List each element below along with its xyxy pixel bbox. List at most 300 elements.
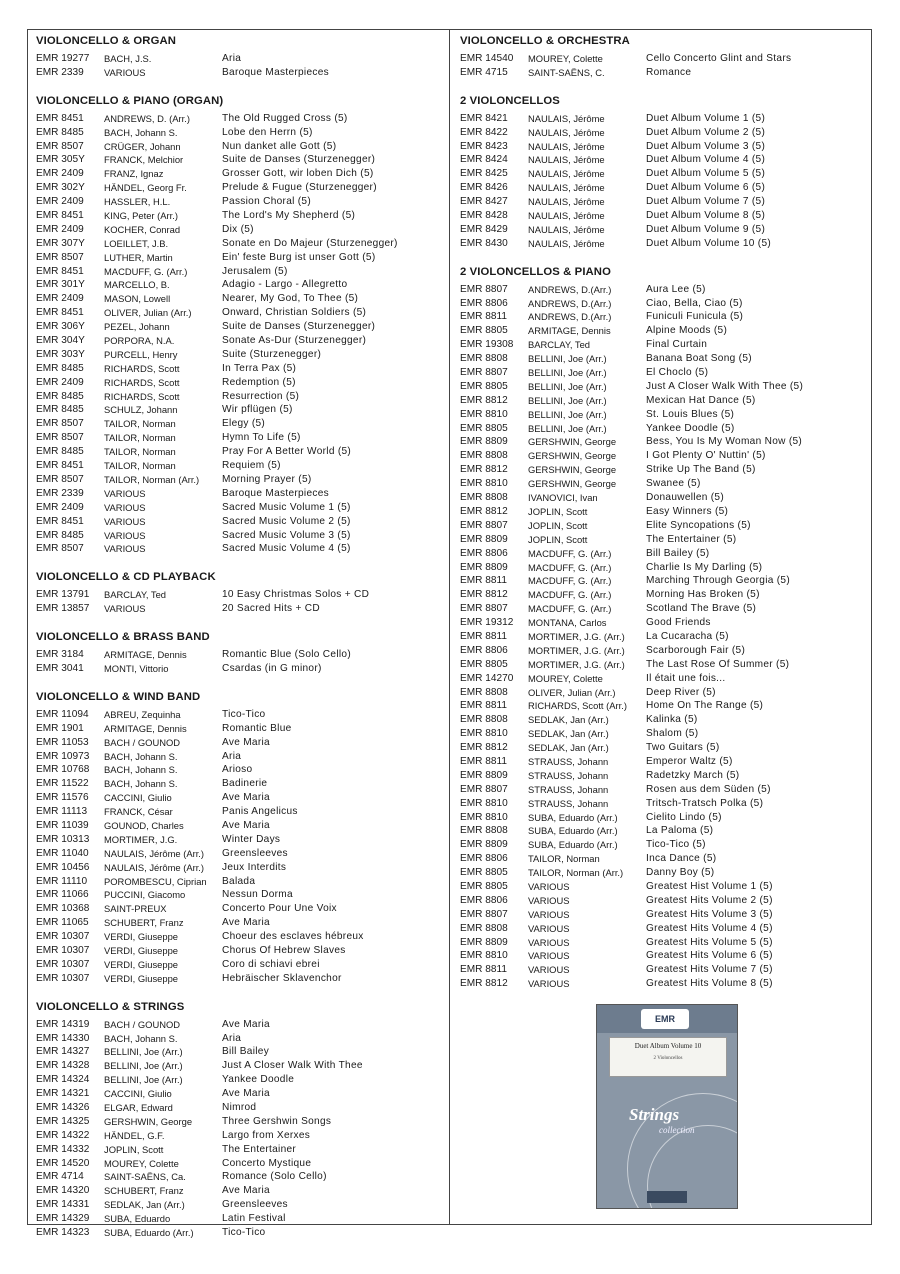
work-title: Romance <box>646 66 692 78</box>
catalog-row <box>460 237 865 251</box>
composer: TAILOR, Norman <box>528 853 600 865</box>
composer: MACDUFF, G. (Arr.) <box>528 547 612 559</box>
work-title: Romantic Blue (Solo Cello) <box>222 649 351 661</box>
composer: ANDREWS, D.(Arr.) <box>528 311 612 323</box>
work-title: The Entertainer (5) <box>646 533 737 545</box>
composer: RICHARDS, Scott <box>104 390 180 402</box>
composer: SUBA, Eduardo (Arr.) <box>528 839 618 851</box>
catalog-row <box>460 167 865 181</box>
catalog-row <box>36 320 444 334</box>
composer: ARMITAGE, Dennis <box>528 325 611 337</box>
work-title: Coro di schiavi ebrei <box>222 958 320 970</box>
composer: NAULAIS, Jérôme (Arr.) <box>104 861 205 873</box>
work-title: Ciao, Bella, Ciao (5) <box>646 297 743 309</box>
catalog-row <box>36 888 444 902</box>
composer: GERSHWIN, George <box>528 478 617 490</box>
work-title: Greatest Hist Volume 1 (5) <box>646 880 773 892</box>
catalog-row <box>460 630 865 644</box>
catalog-row <box>36 1129 444 1143</box>
composer: NAULAIS, Jérôme <box>528 126 605 138</box>
work-title: Baroque Masterpieces <box>222 487 329 499</box>
composer: ABREU, Zequinha <box>104 708 181 720</box>
catalog-row <box>36 708 444 722</box>
catalog-row <box>36 847 444 861</box>
composer: ANDREWS, D.(Arr.) <box>528 283 612 295</box>
catalog-number: EMR 2409 <box>36 223 84 235</box>
catalog-number: EMR 8808 <box>460 922 508 934</box>
catalog-number: EMR 8806 <box>460 894 508 906</box>
catalog-number: EMR 8507 <box>36 418 84 430</box>
work-title: Rosen aus dem Süden (5) <box>646 783 771 795</box>
catalog-row <box>460 755 865 769</box>
work-title: El Choclo (5) <box>646 367 709 379</box>
catalog-number: EMR 11522 <box>36 778 89 790</box>
composer: MORTIMER, J.G. (Arr.) <box>528 644 625 656</box>
composer: NAULAIS, Jérôme <box>528 182 605 194</box>
catalog-row <box>460 672 865 686</box>
catalog-row <box>36 736 444 750</box>
catalog-row <box>36 473 444 487</box>
work-title: Aria <box>222 53 242 64</box>
catalog-row <box>36 417 444 431</box>
work-title: Easy Winners (5) <box>646 505 729 517</box>
catalog-number: EMR 14325 <box>36 1115 90 1127</box>
catalog-number: EMR 10307 <box>36 944 90 956</box>
catalog-number: EMR 8806 <box>460 853 508 865</box>
catalog-number: EMR 2409 <box>36 168 84 180</box>
work-title: Banana Boat Song (5) <box>646 353 752 365</box>
catalog-row <box>36 501 444 515</box>
catalog-number: EMR 304Y <box>36 335 85 347</box>
work-title: Just A Closer Walk With Thee (5) <box>646 380 804 392</box>
composer: FRANCK, César <box>104 806 173 818</box>
work-title: Funiculi Funicula (5) <box>646 311 744 323</box>
catalog-number: EMR 8812 <box>460 742 508 754</box>
catalog-number: EMR 8451 <box>36 515 84 527</box>
catalog-row <box>36 777 444 791</box>
catalog-section <box>36 570 444 616</box>
composer: VARIOUS <box>104 543 146 555</box>
composer: PEZEL, Johann <box>104 321 170 333</box>
catalog-row <box>460 616 865 630</box>
catalog-number: EMR 8507 <box>36 140 84 152</box>
catalog-number: EMR 8426 <box>460 182 508 194</box>
catalog-row <box>36 1170 444 1184</box>
catalog-row <box>460 533 865 547</box>
work-title: The Old Rugged Cross (5) <box>222 112 348 124</box>
catalog-number: EMR 8810 <box>460 950 508 962</box>
work-title: Marching Through Georgia (5) <box>646 575 790 587</box>
composer: JOPLIN, Scott <box>104 1143 164 1155</box>
composer: TAILOR, Norman <box>104 446 176 458</box>
catalog-number: EMR 8811 <box>460 311 507 323</box>
composer: VERDI, Giuseppe <box>104 944 178 956</box>
composer: TAILOR, Norman (Arr.) <box>104 473 200 485</box>
composer: BARCLAY, Ted <box>104 589 167 601</box>
work-title: Duet Album Volume 8 (5) <box>646 210 766 222</box>
composer: NAULAIS, Jérôme <box>528 154 605 166</box>
work-title: Nimrod <box>222 1102 257 1113</box>
catalog-number: EMR 8425 <box>460 168 508 180</box>
catalog-number: EMR 8811 <box>460 575 507 587</box>
catalog-row <box>460 181 865 195</box>
work-title: La Cucaracha (5) <box>646 630 729 642</box>
work-title: Suite de Danses (Sturzenegger) <box>222 321 376 333</box>
catalog-number: EMR 11066 <box>36 889 89 901</box>
composer: BELLINI, Joe (Arr.) <box>104 1074 183 1086</box>
composer: JOPLIN, Scott <box>528 519 588 531</box>
catalog-number: EMR 8808 <box>460 353 508 365</box>
work-title: Aria <box>222 750 242 762</box>
catalog-number: EMR 8806 <box>460 297 508 309</box>
catalog-row <box>36 515 444 529</box>
work-title: Prelude & Fugue (Sturzenegger) <box>222 182 377 194</box>
work-title: Badinerie <box>222 778 268 790</box>
composer: ANDREWS, D. (Arr.) <box>104 112 190 124</box>
catalog-number: EMR 14321 <box>36 1088 90 1100</box>
catalog-row <box>36 1087 444 1101</box>
cover-instrumentation: 2 Violoncellos <box>653 1056 683 1061</box>
composer: MACDUFF, G. (Arr.) <box>528 603 612 615</box>
work-title: Sacred Music Volume 4 (5) <box>222 543 351 555</box>
catalog-row <box>460 713 865 727</box>
catalog-row <box>460 866 865 880</box>
catalog-row <box>460 574 865 588</box>
catalog-number: EMR 14319 <box>36 1018 90 1030</box>
work-title: I Got Plenty O' Nuttin' (5) <box>646 450 766 462</box>
catalog-row <box>460 658 865 672</box>
catalog-number: EMR 8485 <box>36 404 84 416</box>
catalog-row <box>460 686 865 700</box>
composer: BELLINI, Joe (Arr.) <box>528 353 607 365</box>
catalog-row <box>36 181 444 195</box>
catalog-section <box>36 630 444 676</box>
work-title: Deep River (5) <box>646 686 716 698</box>
composer: MORTIMER, J.G. (Arr.) <box>528 658 625 670</box>
work-title: Yankee Doodle <box>222 1074 295 1086</box>
work-title: Nun danket alle Gott (5) <box>222 140 337 152</box>
catalog-row <box>460 547 865 561</box>
catalog-row <box>36 390 444 404</box>
work-title: Duet Album Volume 7 (5) <box>646 196 766 208</box>
composer: MACDUFF, G. (Arr.) <box>528 589 612 601</box>
work-title: Sacred Music Volume 1 (5) <box>222 501 351 513</box>
catalog-row <box>460 283 865 297</box>
catalog-row <box>36 916 444 930</box>
catalog-row <box>36 112 444 126</box>
composer: NAULAIS, Jérôme <box>528 210 605 222</box>
work-title: Passion Choral (5) <box>222 196 311 208</box>
composer: BACH, Johann S. <box>104 764 178 776</box>
composer: VARIOUS <box>528 908 570 920</box>
catalog-row <box>460 936 865 950</box>
catalog-number: EMR 14331 <box>36 1199 90 1211</box>
catalog-number: EMR 3041 <box>36 662 84 674</box>
catalog-number: EMR 8812 <box>460 978 508 990</box>
catalog-row <box>36 529 444 543</box>
work-title: Romantic Blue <box>222 722 292 734</box>
catalog-row <box>36 167 444 181</box>
publisher-logo: EMR <box>641 1009 689 1029</box>
work-title: Tritsch-Tratsch Polka (5) <box>646 797 764 809</box>
work-title: Morning Has Broken (5) <box>646 589 760 601</box>
catalog-number: EMR 8485 <box>36 529 84 541</box>
catalog-number: EMR 305Y <box>36 154 85 166</box>
catalog-number: EMR 8451 <box>36 460 84 472</box>
catalog-row <box>36 265 444 279</box>
catalog-number: EMR 8808 <box>460 825 508 837</box>
work-title: Balada <box>222 875 256 887</box>
work-title: Inca Dance (5) <box>646 853 717 865</box>
catalog-row <box>460 908 865 922</box>
work-title: Ave Maria <box>222 736 270 748</box>
catalog-row <box>36 487 444 501</box>
catalog-number: EMR 8507 <box>36 473 84 485</box>
work-title: Latin Festival <box>222 1213 286 1225</box>
catalog-number: EMR 8805 <box>460 880 508 892</box>
catalog-row <box>36 251 444 265</box>
composer: VERDI, Giuseppe <box>104 972 178 984</box>
catalog-row <box>460 949 865 963</box>
catalog-row <box>460 449 865 463</box>
work-title: Wir pflügen (5) <box>222 404 293 416</box>
catalog-section <box>460 94 865 251</box>
work-title: Bill Bailey <box>222 1046 270 1058</box>
catalog-number: EMR 2339 <box>36 487 84 499</box>
catalog-row <box>460 852 865 866</box>
work-title: Alpine Moods (5) <box>646 325 728 337</box>
composer: MORTIMER, J.G. (Arr.) <box>528 630 625 642</box>
work-title: Duet Album Volume 9 (5) <box>646 223 766 235</box>
work-title: Concerto Mystique <box>222 1157 312 1169</box>
work-title: Duet Album Volume 6 (5) <box>646 182 766 194</box>
composer: VARIOUS <box>104 66 146 78</box>
catalog-section <box>36 690 444 986</box>
composer: VARIOUS <box>104 603 146 615</box>
work-title: Scotland The Brave (5) <box>646 603 757 615</box>
composer: BELLINI, Joe (Arr.) <box>104 1060 183 1072</box>
composer: BELLINI, Joe (Arr.) <box>528 367 607 379</box>
composer: NAULAIS, Jérôme <box>528 223 605 235</box>
catalog-number: EMR 8485 <box>36 126 84 138</box>
work-title: Winter Days <box>222 833 281 845</box>
catalog-number: EMR 11039 <box>36 819 89 831</box>
composer: SCHUBERT, Franz <box>104 917 184 929</box>
catalog-row <box>36 833 444 847</box>
catalog-number: EMR 8507 <box>36 432 84 444</box>
catalog-row <box>460 505 865 519</box>
catalog-number: EMR 10456 <box>36 861 90 873</box>
catalog-row <box>36 602 444 616</box>
work-title: Ave Maria <box>222 1185 270 1197</box>
catalog-row <box>460 699 865 713</box>
catalog-row <box>36 930 444 944</box>
section-title: VIOLONCELLO & WIND BAND <box>36 690 201 703</box>
work-title: Charlie Is My Darling (5) <box>646 561 763 573</box>
composer: RICHARDS, Scott (Arr.) <box>528 700 627 712</box>
composer: TAILOR, Norman (Arr.) <box>528 867 624 879</box>
catalog-row <box>460 824 865 838</box>
composer: BELLINI, Joe (Arr.) <box>104 1046 183 1058</box>
catalog-number: EMR 8810 <box>460 478 508 490</box>
work-title: Lobe den Herrn (5) <box>222 126 313 138</box>
work-title: Just A Closer Walk With Thee <box>222 1060 363 1072</box>
catalog-number: EMR 8485 <box>36 390 84 402</box>
catalog-section <box>36 94 444 557</box>
work-title: Chorus Of Hebrew Slaves <box>222 944 346 956</box>
column-divider <box>449 29 450 1225</box>
catalog-row <box>460 783 865 797</box>
catalog-number: EMR 8808 <box>460 686 508 698</box>
composer: BELLINI, Joe (Arr.) <box>528 380 607 392</box>
section-title: VIOLONCELLO & STRINGS <box>36 1000 185 1013</box>
catalog-number: EMR 10313 <box>36 833 90 845</box>
catalog-number: EMR 8809 <box>460 936 508 948</box>
catalog-number: EMR 307Y <box>36 237 85 249</box>
composer: SUBA, Eduardo (Arr.) <box>528 825 618 837</box>
composer: SAINT-PREUX <box>104 903 167 915</box>
work-title: Baroque Masterpieces <box>222 66 329 78</box>
work-title: Romance (Solo Cello) <box>222 1171 327 1183</box>
work-title: Sacred Music Volume 3 (5) <box>222 529 351 541</box>
composer: MACDUFF, G. (Arr.) <box>528 561 612 573</box>
work-title: Donauwellen (5) <box>646 492 724 504</box>
composer: KING, Peter (Arr.) <box>104 210 178 222</box>
catalog-number: EMR 301Y <box>36 279 85 291</box>
work-title: Grosser Gott, wir loben Dich (5) <box>222 168 374 180</box>
work-title: Ave Maria <box>222 1088 270 1100</box>
composer: STRAUSS, Johann <box>528 783 609 795</box>
catalog-number: EMR 8812 <box>460 589 508 601</box>
catalog-row <box>36 944 444 958</box>
catalog-row <box>36 662 444 676</box>
section-title: VIOLONCELLO & BRASS BAND <box>36 631 210 644</box>
composer: BACH, Johann S. <box>104 126 178 138</box>
work-title: Panis Angelicus <box>222 806 298 818</box>
catalog-row <box>460 422 865 436</box>
catalog-number: EMR 2339 <box>36 66 84 78</box>
catalog-number: EMR 8422 <box>460 126 508 138</box>
composer: PORPORA, N.A. <box>104 335 175 347</box>
composer: MONTANA, Carlos <box>528 617 607 629</box>
catalog-number: EMR 8507 <box>36 543 84 555</box>
work-title: Greensleeves <box>222 1199 288 1211</box>
composer: FRANCK, Melchior <box>104 154 184 166</box>
work-title: 20 Sacred Hits + CD <box>222 603 320 615</box>
catalog-row <box>36 66 444 80</box>
composer: SEDLAK, Jan (Arr.) <box>528 714 609 726</box>
catalog-number: EMR 8809 <box>460 769 508 781</box>
catalog-number: EMR 1901 <box>36 722 84 734</box>
work-title: Nessun Dorma <box>222 889 293 901</box>
composer: MORTIMER, J.G. <box>104 833 178 845</box>
composer: VARIOUS <box>528 880 570 892</box>
catalog-row <box>36 334 444 348</box>
work-title: Aura Lee (5) <box>646 283 706 295</box>
catalog-section <box>36 1000 444 1240</box>
catalog-number: EMR 8810 <box>460 797 508 809</box>
catalog-row <box>36 1059 444 1073</box>
catalog-number: EMR 2409 <box>36 376 84 388</box>
catalog-number: EMR 19308 <box>460 339 514 351</box>
composer: NAULAIS, Jérôme <box>528 168 605 180</box>
composer: GOUNOD, Charles <box>104 819 184 831</box>
catalog-number: EMR 11113 <box>36 806 88 818</box>
composer: NAULAIS, Jérôme <box>528 237 605 249</box>
composer: STRAUSS, Johann <box>528 755 609 767</box>
composer: SCHUBERT, Franz <box>104 1185 184 1197</box>
composer: SEDLAK, Jan (Arr.) <box>528 728 609 740</box>
catalog-row <box>460 297 865 311</box>
composer: BACH / GOUNOD <box>104 736 181 748</box>
catalog-number: EMR 8485 <box>36 362 84 374</box>
catalog-row <box>36 195 444 209</box>
work-title: Duet Album Volume 2 (5) <box>646 126 766 138</box>
section-title: 2 VIOLONCELLOS & PIANO <box>460 265 611 278</box>
catalog-row <box>36 819 444 833</box>
composer: LOEILLET, J.B. <box>104 237 169 249</box>
composer: GERSHWIN, George <box>528 436 617 448</box>
composer: RICHARDS, Scott <box>104 362 180 374</box>
work-title: Tico-Tico <box>222 708 266 720</box>
composer: SAINT-SAËNS, Ca. <box>104 1171 186 1183</box>
catalog-number: EMR 10307 <box>36 972 90 984</box>
composer: BACH, Johann S. <box>104 778 178 790</box>
composer: MOUREY, Colette <box>528 53 603 64</box>
catalog-number: EMR 8806 <box>460 644 508 656</box>
work-title: Danny Boy (5) <box>646 867 715 879</box>
catalog-row <box>36 209 444 223</box>
work-title: Greatest Hits Volume 4 (5) <box>646 922 773 934</box>
composer: VARIOUS <box>104 529 146 541</box>
work-title: Duet Album Volume 3 (5) <box>646 140 766 152</box>
catalog-row <box>460 561 865 575</box>
catalog-row <box>460 644 865 658</box>
composer: MARCELLO, B. <box>104 279 170 291</box>
composer: BACH, J.S. <box>104 53 152 64</box>
composer: OLIVER, Julian (Arr.) <box>104 307 192 319</box>
catalog-row <box>36 805 444 819</box>
catalog-number: EMR 10368 <box>36 903 90 915</box>
work-title: Good Friends <box>646 617 711 629</box>
catalog-number: EMR 10973 <box>36 750 90 762</box>
work-title: Yankee Doodle (5) <box>646 422 735 434</box>
composer: CACCINI, Giulio <box>104 792 172 804</box>
catalog-row <box>36 237 444 251</box>
catalog-row <box>460 394 865 408</box>
catalog-number: EMR 8421 <box>460 112 508 124</box>
work-title: Radetzky March (5) <box>646 769 740 781</box>
work-title: Swanee (5) <box>646 478 701 490</box>
catalog-row <box>36 861 444 875</box>
section-title: VIOLONCELLO & ORGAN <box>36 35 176 47</box>
catalog-number: EMR 14326 <box>36 1102 90 1113</box>
work-title: The Lord's My Shepherd (5) <box>222 210 356 222</box>
composer: VARIOUS <box>528 964 570 976</box>
composer: NAULAIS, Jérôme (Arr.) <box>104 847 205 859</box>
catalog-number: EMR 8811 <box>460 630 507 642</box>
composer: FRANZ, Ignaz <box>104 168 164 180</box>
work-title: Il était une fois... <box>646 672 726 684</box>
composer: SAINT-SAËNS, C. <box>528 66 605 78</box>
catalog-number: EMR 8507 <box>36 251 84 263</box>
catalog-number: EMR 8809 <box>460 436 508 448</box>
composer: ANDREWS, D.(Arr.) <box>528 297 612 309</box>
composer: STRAUSS, Johann <box>528 797 609 809</box>
composer: SCHULZ, Johann <box>104 404 178 416</box>
catalog-number: EMR 8808 <box>460 714 508 726</box>
catalog-number: EMR 14520 <box>36 1157 90 1169</box>
